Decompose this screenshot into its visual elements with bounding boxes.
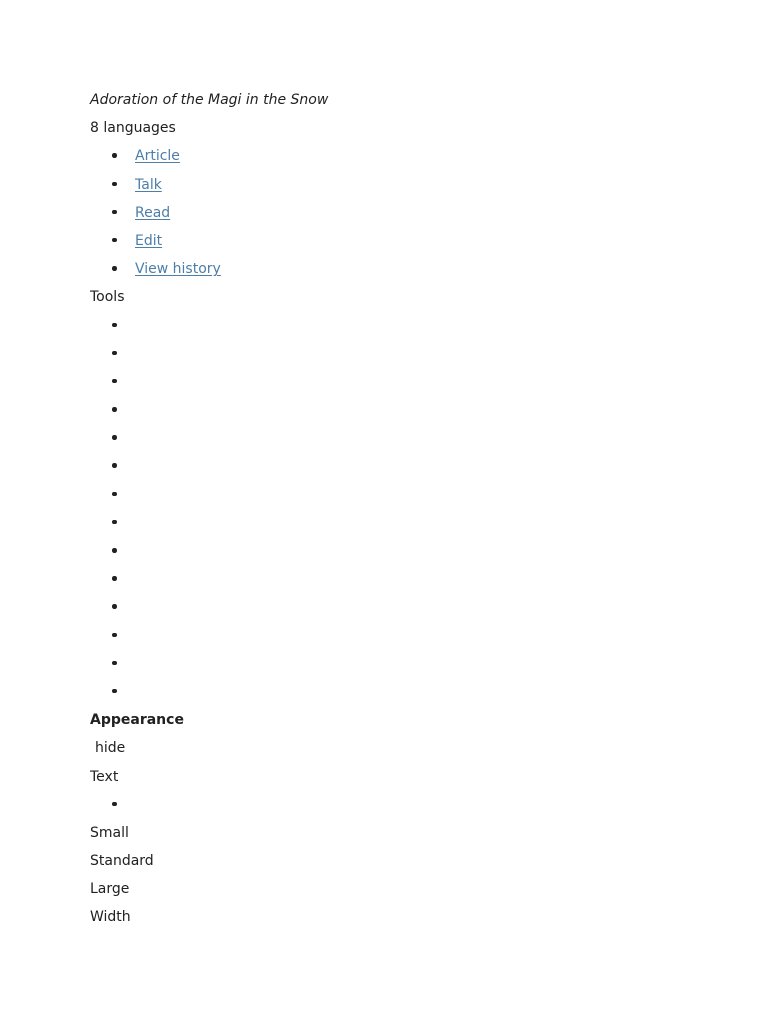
tab-read[interactable]: Read: [135, 204, 171, 221]
bullet-icon: [112, 407, 117, 412]
bullet-icon: [112, 463, 117, 468]
tools-list-item[interactable]: [90, 597, 690, 625]
text-size-list: [90, 795, 690, 823]
tools-list-item[interactable]: [90, 316, 690, 344]
bullet-icon: [112, 323, 117, 328]
appearance-hide-button[interactable]: hide: [95, 740, 126, 757]
tools-list-item[interactable]: [90, 485, 690, 513]
bullet-icon: [112, 153, 117, 158]
bullet-icon: [112, 379, 117, 384]
bullet-icon: [112, 520, 117, 525]
bullet-icon: [112, 604, 117, 609]
bullet-icon: [112, 576, 117, 581]
bullet-icon: [112, 492, 117, 497]
tools-menu-label[interactable]: Tools: [90, 289, 125, 306]
page-content: [90, 90, 690, 936]
tab-talk[interactable]: Talk: [135, 176, 162, 193]
language-selector[interactable]: 8 languages: [90, 120, 176, 137]
bullet-icon: [112, 633, 117, 638]
page-tabs: [90, 146, 690, 287]
text-size-standard-option[interactable]: Standard: [90, 853, 154, 870]
text-size-large-option[interactable]: Large: [90, 881, 130, 898]
tab-read-item: [90, 203, 690, 231]
text-size-label: Text: [90, 768, 119, 785]
tools-list-item[interactable]: [90, 428, 690, 456]
bullet-icon: [112, 238, 117, 243]
bullet-icon: [112, 802, 117, 807]
tools-list-item[interactable]: [90, 682, 690, 710]
tools-list-item[interactable]: [90, 344, 690, 372]
bullet-icon: [112, 266, 117, 271]
tab-article-item: [90, 146, 690, 174]
tab-edit[interactable]: Edit: [135, 232, 163, 249]
bullet-icon: [112, 182, 117, 187]
tools-list-item[interactable]: [90, 400, 690, 428]
text-size-small-option[interactable]: Small: [90, 824, 129, 841]
tools-list-item[interactable]: [90, 456, 690, 484]
tools-list-item[interactable]: [90, 513, 690, 541]
tab-article[interactable]: Article: [135, 148, 180, 165]
text-size-list-item: [90, 795, 690, 823]
tab-talk-item: [90, 175, 690, 203]
tools-list-item[interactable]: [90, 569, 690, 597]
bullet-icon: [112, 548, 117, 553]
tools-list-item[interactable]: [90, 541, 690, 569]
tab-edit-item: [90, 231, 690, 259]
tools-list-item[interactable]: [90, 654, 690, 682]
width-label: Width: [90, 909, 131, 926]
appearance-heading: Appearance: [90, 712, 184, 729]
bullet-icon: [112, 210, 117, 215]
page-title: Adoration of the Magi in the Snow: [90, 92, 329, 108]
bullet-icon: [112, 689, 117, 694]
tab-view-history[interactable]: View history: [135, 261, 221, 278]
bullet-icon: [112, 351, 117, 356]
bullet-icon: [112, 661, 117, 666]
tools-list: [90, 316, 690, 711]
tools-list-item[interactable]: [90, 626, 690, 654]
tab-view-history-item: [90, 259, 690, 287]
bullet-icon: [112, 435, 117, 440]
tools-list-item[interactable]: [90, 372, 690, 400]
